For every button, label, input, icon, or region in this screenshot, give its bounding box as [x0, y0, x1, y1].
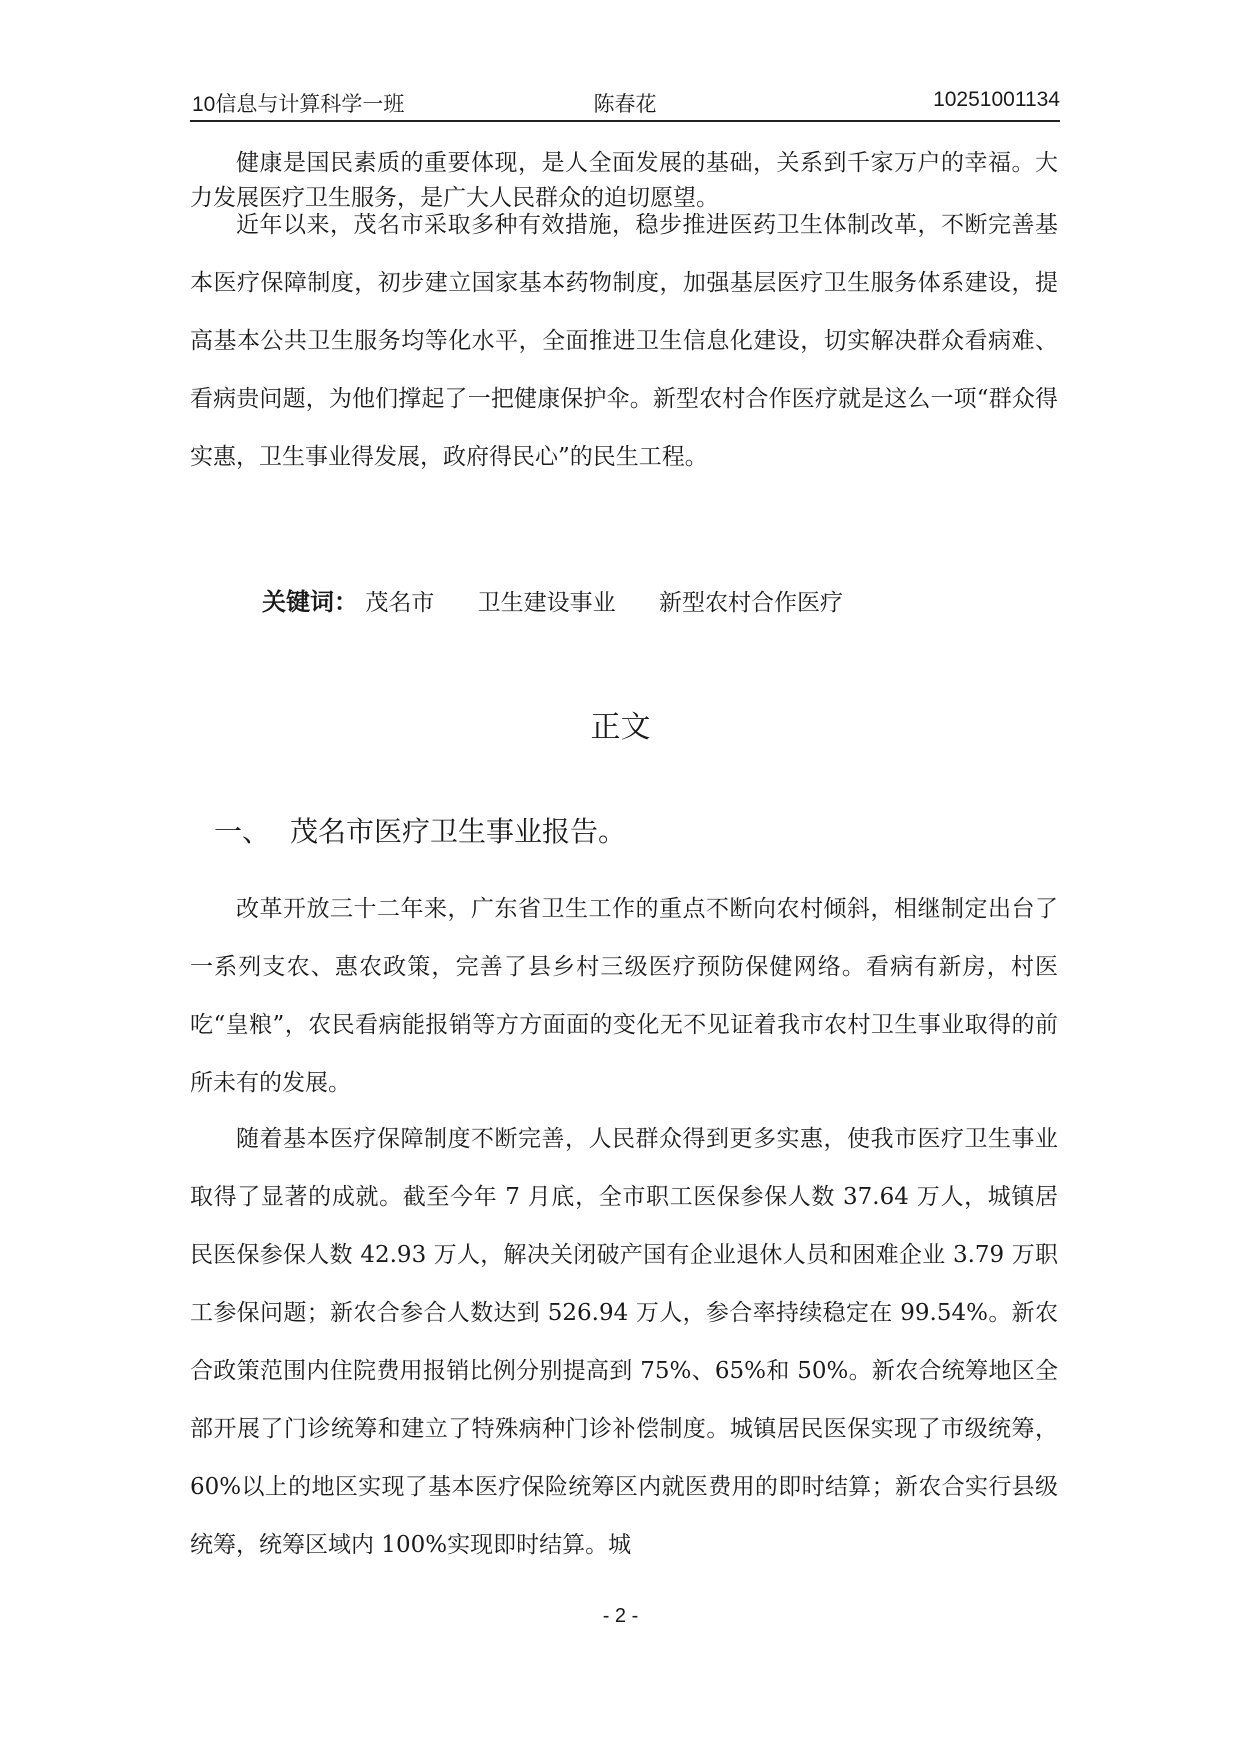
keyword-item: 新型农村合作医疗 [658, 590, 843, 616]
body-paragraph-1: 改革开放三十二年来，广东省卫生工作的重点不断向农村倾斜，相继制定出台了一系列支农、惠农政策，完善了县乡村三级医疗预防保健网络。看病有新房，村医吃“皇粮”，农民看病能报销等方方面面的变化无不见证着我市农村卫生事业取得的前所未有的发展。 [190, 896, 1058, 1096]
heading-1-number: 一、 [214, 815, 271, 848]
abstract-paragraph-1: 健康是国民素质的重要体现，是人全面发展的基础，关系到千家万户的幸福。大力发展医疗卫生服务，是广大人民群众的迫切愿望。 [190, 150, 1058, 211]
page-header [190, 86, 1060, 122]
header-student-id: 10251001134 [933, 88, 1060, 111]
header-class-name: 10信息与计算科学一班 [192, 93, 405, 116]
keywords [262, 582, 879, 617]
keywords-label: 关键词： [262, 588, 358, 616]
keyword-item: 卫生建设事业 [477, 590, 616, 616]
keyword-item: 茂名市 [365, 590, 435, 616]
body-paragraph-2: 随着基本医疗保障制度不断完善，人民群众得到更多实惠，使我市医疗卫生事业取得了显著的成就。截至今年 7 月底，全市职工医保参保人数 37.64 万人，城镇居民医保参保人数 42.93 万人，解决关闭破产国有企业退休人员和困难企业 3.79 万职工参保问题；新农合参合人数达到 526.94 万人，参合率持续稳定在 99.54%。新农合政策范围内住院费用报销比例分别提高到 75%、65%和 50%。新农合统筹地区全部开展了门诊统筹和建立了特殊病种门诊补偿制度。城镇居民医保实现了市级统筹，60%以上的地区实现了基本医疗保险统筹区内就医费用的即时结算；新农合实行县级统筹，统筹区域内 100%实现即时结算。城 [190, 1126, 1058, 1558]
heading-1 [214, 810, 626, 850]
heading-1-text: 茂名市医疗卫生事业报告。 [290, 815, 627, 848]
page-number: - 2 - [602, 1605, 639, 1627]
header-author: 陈春花 [593, 93, 657, 116]
section-title: 正文 [590, 710, 651, 745]
abstract-paragraph-2: 近年以来，茂名市采取多种有效措施，稳步推进医药卫生体制改革，不断完善基本医疗保障制度，初步建立国家基本药物制度，加强基层医疗卫生服务体系建设，提高基本公共卫生服务均等化水平，全面推进卫生信息化建设，切实解决群众看病难、看病贵问题，为他们撑起了一把健康保护伞。新型农村合作医疗就是这么一项“群众得实惠，卫生事业得发展，政府得民心”的民生工程。 [190, 212, 1058, 470]
